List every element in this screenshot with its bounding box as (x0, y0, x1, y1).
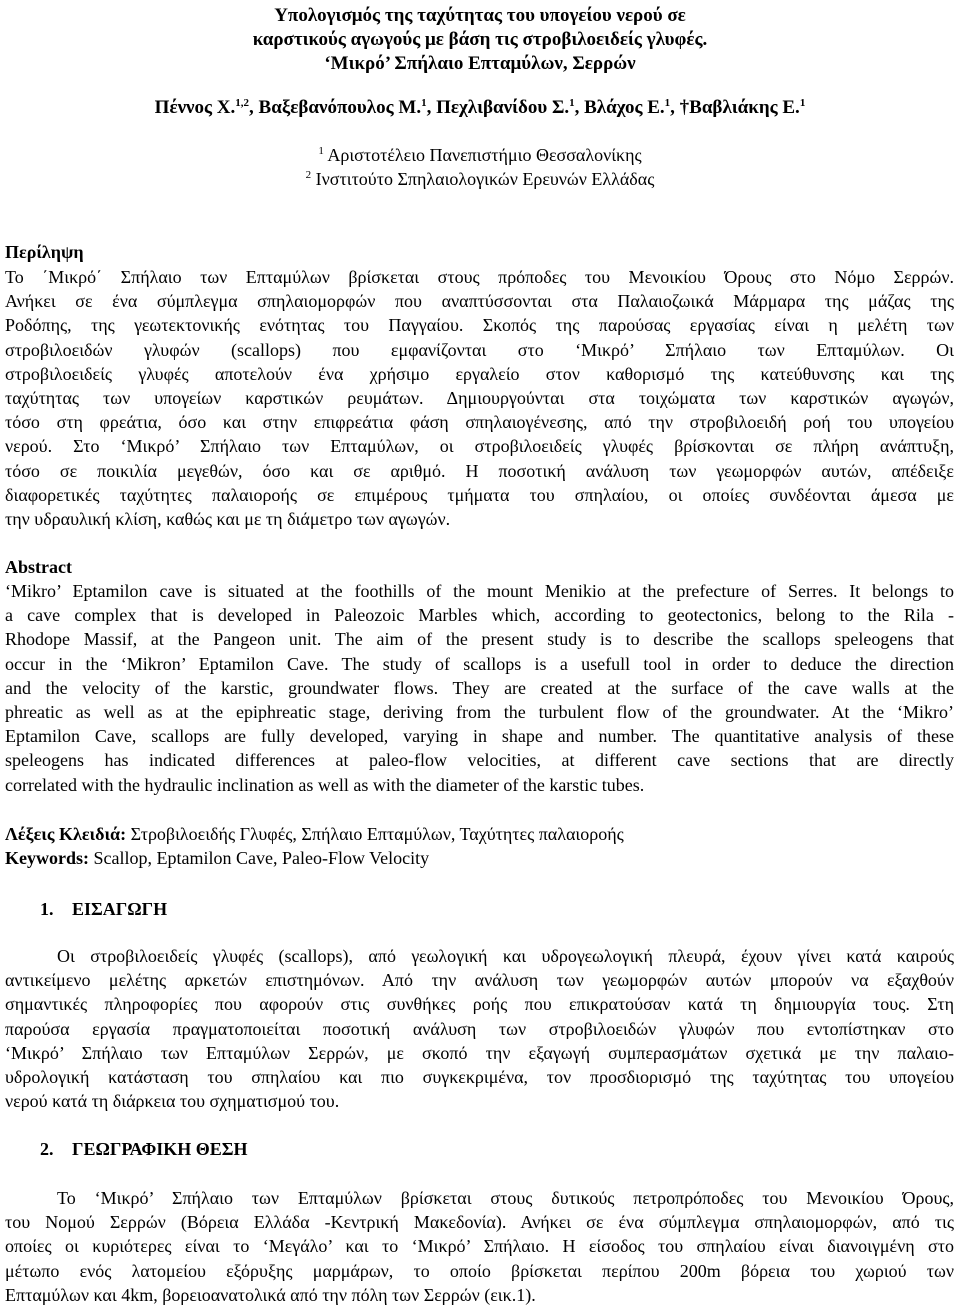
section-title: ΓΕΩΓΡΑΦΙΚΗ ΘΕΣΗ (72, 1139, 248, 1159)
greek-keywords (5, 822, 624, 846)
abstract-line: correlated with the hydraulic inclination as well as with the diameter of the karstic tubes. (5, 774, 645, 795)
summary-line: νερού. Στο ‘Μικρό’ Σπήλαιο των Επταμύλων, οι στροβιλοειδείς γλυφές βρίσκονται σε πλήρη ανάπτυξη, (5, 436, 954, 457)
section-2-line: του Νομού Σερρών (Βόρεια Ελλάδα -Κεντρική Μακεδονία). Ανήκει σε ένα σύμπλεγμα σπηλαιομορφών, από τις (5, 1212, 954, 1233)
summary-line: διαφορετικές ταχύτητες παλαιοροής σε επιμέρους τμήματα του σπηλαίου, οι οποίες συνδέονται άμεσα με (5, 484, 954, 505)
abstract-line: Eptamilon Cave, scallops are fully developed, varying in shape and number. The quantitative analysis of these (5, 726, 954, 747)
abstract-paragraph (5, 579, 954, 797)
author-list (0, 96, 960, 120)
paper-title (0, 4, 960, 76)
abstract-heading: Abstract (5, 557, 72, 577)
section-1-line: σημαντικές πληροφορίες που αφορούν στις συνθήκες ροής που επικρατούσαν κατά τη δημιουργία τους. Στη (5, 994, 954, 1015)
affiliation-text: Ινστιτούτο Σπηλαιολογικών Ερευνών Ελλάδας (315, 169, 655, 189)
section-1-line: παρούσα εργασία πραγματοποιείται ποσοτική ανάλυση των στροβιλοειδών γλυφών που εντοπίστηκαν στο (5, 1018, 954, 1039)
summary-paragraph (5, 265, 954, 531)
greek-keywords-text: Στροβιλοειδής Γλυφές, Σπήλαιο Επταμύλων, Ταχύτητες παλαιοροής (126, 824, 624, 844)
summary-line: τόσο στη φρεάτια, όσο και στην επιφρεάτια φάση σπηλαιογένεσης, από την στροβιλοειδή ροή του υπογείου (5, 412, 954, 433)
summary-line: τόσο σε ποικιλία μεγεθών, όσο και σε αριθμό. Η ποσοτική ανάλυση των γεωμορφών αυτών, απέδειξε (5, 460, 954, 481)
section-1-paragraph (5, 944, 954, 1113)
author-name: , Βαξεβανόπουλος Μ. (249, 97, 422, 118)
title-line-3: ‘Μικρό’ Σπήλαιο Επταμύλων, Σερρών (324, 53, 636, 74)
summary-line: στροβιλοειδείς γλυφές αποτελούν ένα χρήσιμο εργαλείο στον καθορισμό της κατεύθυνσης και της (5, 363, 954, 384)
affiliation-line (0, 167, 960, 191)
affiliation-text: Αριστοτέλειο Πανεπιστήμιο Θεσσαλονίκης (327, 145, 642, 165)
summary-line: Ανήκει σε ένα σύμπλεγμα σπηλαιομορφών που αναπτύσσονται στα Παλαιοζωικά Μάρμαρα της μάζας της (5, 291, 954, 312)
author-affiliation-mark: 1 (664, 97, 671, 109)
affiliation-mark: 1 (318, 145, 324, 157)
abstract-line: a cave complex that is developed in Paleozoic Marbles which, according to geotectonics, belong to the Rila - (5, 605, 954, 626)
abstract-line: Rhodope Massif, at the Pangeon unit. The aim of the present study is to describe the scallops speleogens that (5, 629, 954, 650)
affiliation-mark: 2 (305, 169, 312, 181)
section-1-line: Οι στροβιλοειδείς γλυφές (scallops), από γεωλογική και υδρογεωλογική πλευρά, έχουν γίνει κατά καιρούς (57, 946, 954, 966)
section-1-heading (40, 897, 167, 921)
author-name: , Βλάχος Ε. (574, 97, 665, 118)
summary-line: στροβιλοειδών γλυφών (scallops) που εμφανίζονται στο ‘Μικρό’ Σπήλαιο των Επταμύλων. Οι (5, 339, 954, 360)
affiliations (0, 143, 960, 191)
english-keywords-label: Keywords: (5, 848, 89, 868)
greek-keywords-label: Λέξεις Κλειδιά: (5, 824, 127, 844)
section-number: 2. (40, 1139, 54, 1159)
author-affiliation-mark: 1 (569, 97, 575, 109)
section-2-line: οποίες οι κυριότερες είναι το ‘Μεγάλο’ και το ‘Μικρό’ Σπήλαιο. Η είσοδος του σπηλαίου είναι διανοιγμένη στο (5, 1236, 954, 1257)
section-1-line: υδρολογική κατάσταση του σπηλαίου και πιο συγκεκριμένα, τον προσδιορισμό της ταχύτητας του υπογείου (5, 1066, 954, 1087)
summary-line: Ροδόπης, της γεωτεκτονικής ενότητας του Παγγαίου. Σκοπός της παρούσας εργασίας είναι η μελέτη των (5, 315, 954, 336)
abstract-line: ‘Mikro’ Eptamilon cave is situated at the foothills of the mount Menikio at the prefecture of Serres. It belongs to (5, 581, 954, 601)
english-keywords-text: Scallop, Eptamilon Cave, Paleo-Flow Velocity (89, 848, 430, 868)
section-1-line: αντικείμενο μελέτης αρκετών επιστημόνων. Από την ανάλυση των γεωμορφών αυτών μπορούν να εξαχθούν (5, 970, 954, 991)
section-2-line: Επταμύλων και 4km, βορειοανατολικά από την πόλη των Σερρών (εικ.1). (5, 1284, 536, 1305)
author-name: , †Βαβλιάκης Ε. (670, 97, 800, 118)
section-2-heading (40, 1137, 248, 1161)
section-2-paragraph (5, 1186, 954, 1307)
summary-line: ταχύτητας των υπογείων καρστικών ρευμάτων. Δημιουργούνται στα τοιχώματα των καρστικών αγωγών, (5, 387, 954, 408)
author-affiliation-mark: 1 (799, 97, 806, 109)
summary-line: την υδραυλική κλίση, καθώς και με τη διάμετρο των αγωγών. (5, 508, 451, 529)
author-name: Πέννος Χ. (154, 97, 236, 118)
author-affiliation-mark: 1 (421, 97, 427, 109)
author-affiliation-mark: 1,2 (235, 97, 250, 109)
english-keywords (5, 846, 429, 870)
abstract-line: speleogens has indicated differences at paleo-flow velocities, at different cave sections that are directly (5, 750, 954, 771)
summary-line: Το ΄Μικρό΄ Σπήλαιο των Επταμύλων βρίσκεται στους πρόποδες του Μενοικίου Όρους στο Νόμο Σερρών. (5, 267, 954, 287)
abstract-line: phreatic as well as at the epiphreatic stage, deriving from the turbulent flow of the groundwater. At the ‘Mikro’ (5, 701, 954, 722)
title-line-2: καρστικούς αγωγούς με βάση τις στροβιλοειδείς γλυφές. (252, 29, 708, 50)
abstract-line: and the velocity of the karstic, groundwater flows. They are created at the surface of the cave walls at the (5, 677, 954, 698)
author-name: , Πεχλιβανίδου Σ. (426, 97, 570, 118)
abstract-line: occur in the ‘Mikron’ Eptamilon Cave. The study of scallops is a usefull tool in order to deduce the direction (5, 653, 954, 674)
section-1-line: νερού κατά τη διάρκεια του σχηματισμού του. (5, 1091, 340, 1112)
section-1-line: ‘Μικρό’ Σπήλαιο των Επταμύλων Σερρών, με σκοπό την εξαγωγή συμπερασμάτων σχετικά με την παλαιο- (5, 1042, 954, 1063)
section-2-line: μέτωπο ενός λατομείου εξόρυξης μαρμάρων, το οποίο βρίσκεται περίπου 200m βόρεια του χωριού των (5, 1260, 954, 1281)
summary-heading: Περίληψη (5, 242, 84, 262)
affiliation-line (0, 143, 960, 167)
title-line-1: Υπολογισμός της ταχύτητας του υπογείου νερού σε (274, 5, 686, 26)
section-number: 1. (40, 899, 54, 919)
section-2-line: Το ‘Μικρό’ Σπήλαιο των Επταμύλων βρίσκεται στους δυτικούς πετροπρόποδες του Μενοικίου Όρους, (57, 1188, 954, 1208)
section-title: ΕΙΣΑΓΩΓΗ (72, 899, 168, 919)
